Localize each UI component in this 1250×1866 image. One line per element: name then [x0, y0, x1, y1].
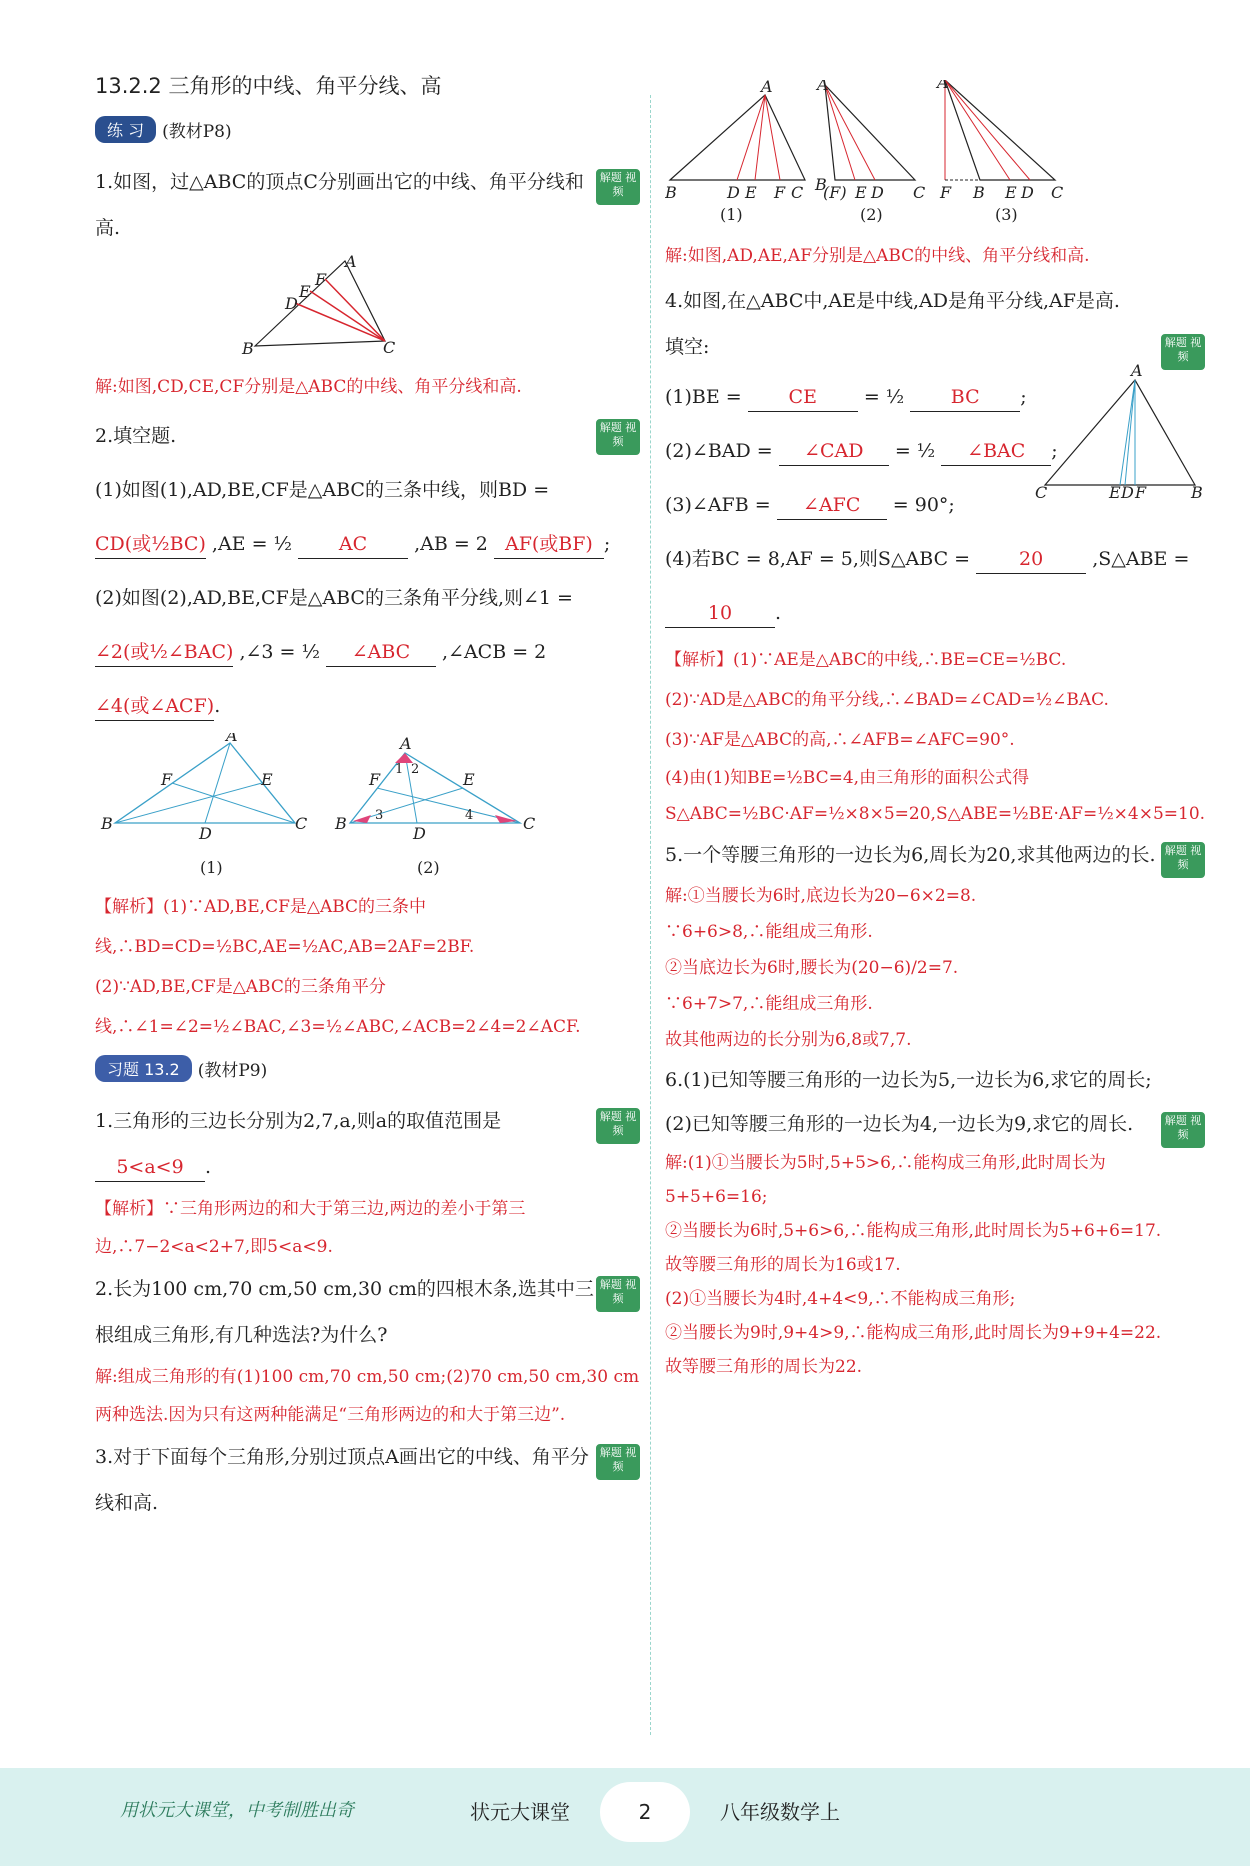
left-column: [95, 70, 640, 1526]
video-button[interactable]: 解题 视频: [596, 1444, 640, 1480]
e6-answer-2: ②当腰长为6时,5+6>6,∴能构成三角形,此时周长为5+6+6=17.: [665, 1221, 1162, 1241]
blank[interactable]: ∠AFC: [777, 491, 887, 520]
q2-analysis-2: (2)∵AD,BE,CF是△ABC的三条角平分线,∴∠1=∠2=½∠BAC,∠3=½∠ABC,∠ACB=2∠4=2∠ACF.: [95, 977, 581, 1037]
e4-part1: (1)BE = CE = ½ BC ;: [665, 370, 1205, 424]
question-2: 解题 视频 2.填空题.: [95, 409, 640, 463]
svg-text:3: 3: [375, 808, 384, 823]
e4-analysis-1: 【解析】(1)∵AE是△ABC的中线,∴BE=CE=½BC.: [665, 650, 1067, 670]
e5-answer-1: 解:①当腰长为6时,底边长为20−6×2=8.: [665, 886, 977, 906]
svg-text:D: D: [413, 824, 426, 843]
q1-answer: 解:如图,CD,CE,CF分别是△ABC的中线、角平分线和高.: [95, 377, 522, 397]
exercise-6: 6.(1)已知等腰三角形的一边长为5,一边长为6,求它的周长; 解题 视频 (2)已知等腰三角形的一边长为4,一边长为9,求它的周长.: [665, 1058, 1205, 1146]
svg-text:(1): (1): [720, 205, 743, 224]
exercise-header: [95, 1055, 640, 1082]
svg-text:C: C: [295, 814, 308, 833]
svg-text:F: F: [1135, 483, 1147, 500]
e6-answer-1: 解:(1)①当腰长为5时,5+5>6,∴能构成三角形,此时周长为5+5+6=16;: [665, 1153, 1106, 1207]
figure-q2: [95, 733, 640, 883]
page-number: 2: [600, 1782, 690, 1842]
svg-text:C: C: [913, 183, 926, 202]
blank[interactable]: CE: [748, 383, 858, 412]
svg-text:B: B: [815, 175, 827, 194]
svg-text:D: D: [199, 824, 212, 843]
blank[interactable]: 10: [665, 599, 775, 628]
blank[interactable]: ∠CAD: [779, 437, 889, 466]
e5-answer-5: 故其他两边的长分别为6,8或7,7.: [665, 1030, 912, 1050]
exercise-5: 解题 视频 5.一个等腰三角形的一边长为6,周长为20,求其他两边的长.: [665, 832, 1205, 878]
svg-text:A: A: [345, 252, 357, 271]
svg-text:F: F: [940, 183, 952, 202]
exercise-badge: 习题 13.2: [95, 1055, 192, 1082]
svg-text:F: F: [161, 770, 173, 789]
video-button[interactable]: 解题 视频: [596, 1108, 640, 1144]
svg-text:4: 4: [465, 808, 474, 823]
exercise-3: 解题 视频 3.对于下面每个三角形,分别过顶点A画出它的中线、角平分线和高.: [95, 1434, 640, 1526]
svg-text:E: E: [299, 282, 311, 301]
exercise-1-analysis: 【解析】∵三角形两边的和大于第三边,两边的差小于第三边,∴7−2<a<2+7,即5<a<9.: [95, 1199, 526, 1257]
svg-text:E: E: [463, 770, 475, 789]
figure-e4: [1025, 360, 1205, 500]
e6-answer-5: ②当腰长为9时,9+4>9,∴能构成三角形,此时周长为9+9+4=22.: [665, 1323, 1162, 1343]
svg-text:E: E: [855, 183, 867, 202]
footer-grade: 八年级数学上: [720, 1800, 840, 1824]
exercise-2: 解题 视频 2.长为100 cm,70 cm,50 cm,30 cm的四根木条,选其中三根组成三角形,有几种选法?为什么?: [95, 1266, 640, 1358]
svg-text:B: B: [665, 183, 677, 202]
blank[interactable]: ∠2(或½∠BAC): [95, 638, 233, 667]
blank[interactable]: AC: [298, 530, 408, 559]
e4-part2: (2)∠BAD = ∠CAD = ½ ∠BAC ;: [665, 424, 1205, 478]
video-button[interactable]: 解题 视频: [1161, 1112, 1205, 1148]
svg-text:1: 1: [395, 762, 404, 777]
svg-text:D: D: [727, 183, 740, 202]
svg-text:C: C: [1051, 183, 1064, 202]
e5-answer-2: ∵6+6>8,∴能组成三角形.: [665, 922, 873, 942]
svg-text:B: B: [101, 814, 113, 833]
column-divider: [650, 95, 651, 1735]
figure-q1: [95, 251, 640, 361]
svg-text:A: A: [937, 80, 949, 92]
svg-text:B: B: [242, 339, 254, 358]
e6-answer-6: 故等腰三角形的周长为22.: [665, 1357, 863, 1377]
video-button[interactable]: 解题 视频: [1161, 842, 1205, 878]
svg-text:A: A: [1131, 361, 1143, 380]
q2-analysis-1: 【解析】(1)∵AD,BE,CF是△ABC的三条中线,∴BD=CD=½BC,AE=½AC,AB=2AF=2BF.: [95, 897, 475, 957]
q2-part2: (2)如图(2),AD,BE,CF是△ABC的三条角平分线,则∠1 = ∠2(或½∠BAC) ,∠3 = ½ ∠ABC ,∠ACB = 2 ∠4(或∠ACF).: [95, 571, 640, 733]
blank[interactable]: 20: [976, 545, 1086, 574]
svg-text:C: C: [383, 338, 396, 357]
svg-text:D: D: [871, 183, 884, 202]
blank[interactable]: 5<a<9: [95, 1153, 205, 1182]
figure-e3: [665, 80, 1205, 230]
svg-text:D: D: [285, 294, 298, 313]
svg-text:F: F: [315, 270, 327, 289]
svg-text:E: E: [261, 770, 273, 789]
svg-text:C: C: [791, 183, 804, 202]
video-button[interactable]: 解题 视频: [1161, 334, 1205, 370]
practice-badge: 练 习: [95, 116, 156, 143]
exercise-2-answer: 解:组成三角形的有(1)100 cm,70 cm,50 cm;(2)70 cm,50 cm,30 cm两种选法.因为只有这两种能满足“三角形两边的和大于第三边”.: [95, 1367, 640, 1425]
svg-text:D: D: [1021, 183, 1034, 202]
svg-text:A: A: [817, 80, 829, 94]
svg-text:A: A: [226, 733, 238, 745]
video-button[interactable]: 解题 视频: [596, 419, 640, 455]
footer: [0, 1768, 1250, 1866]
video-button[interactable]: 解题 视频: [596, 169, 640, 205]
practice-header: [95, 116, 640, 143]
question-1: 解题 视频 1.如图，过△ABC的顶点C分别画出它的中线、角平分线和高.: [95, 159, 640, 251]
footer-brand: 状元大课堂: [470, 1800, 570, 1824]
e5-answer-4: ∵6+7>7,∴能组成三角形.: [665, 994, 873, 1014]
svg-text:C: C: [523, 814, 536, 833]
e4-analysis-2: (2)∵AD是△ABC的角平分线,∴∠BAD=∠CAD=½∠BAC.: [665, 690, 1109, 710]
svg-text:E: E: [745, 183, 757, 202]
e4-analysis-4: (4)由(1)知BE=½BC=4,由三角形的面积公式得S△ABC=½BC·AF=½×8×5=20,S△ABE=½BE·AF=½×4×5=10.: [665, 768, 1206, 824]
svg-text:B: B: [1191, 483, 1203, 500]
exercise-3-answer: 解:如图,AD,AE,AF分别是△ABC的中线、角平分线和高.: [665, 246, 1090, 266]
blank[interactable]: ∠4(或∠ACF): [95, 692, 214, 721]
exercise-ref: (教材P9): [197, 1061, 268, 1081]
practice-ref: (教材P8): [162, 122, 232, 142]
e4-part4: (4)若BC = 8,AF = 5,则S△ABC = 20 ,S△ABE = 10 .: [665, 532, 1205, 640]
blank[interactable]: AF(或BF): [494, 530, 604, 559]
footer-slogan: 用状元大课堂，中考制胜出奇: [120, 1800, 354, 1821]
e6-answer-4: (2)①当腰长为4时,4+4<9,∴不能构成三角形;: [665, 1289, 1016, 1309]
e6-answer-3: 故等腰三角形的周长为16或17.: [665, 1255, 901, 1275]
video-button[interactable]: 解题 视频: [596, 1276, 640, 1312]
svg-text:B: B: [335, 814, 347, 833]
svg-text:E: E: [1005, 183, 1017, 202]
blank[interactable]: BC: [910, 383, 1020, 412]
exercise-4: 4.如图,在△ABC中,AE是中线,AD是角平分线,AF是高. 解题 视频 填空:: [665, 278, 1205, 370]
right-column: [665, 80, 1205, 1384]
svg-text:D: D: [1121, 483, 1134, 500]
svg-text:(3): (3): [995, 205, 1018, 224]
svg-text:A: A: [400, 734, 412, 753]
section-title: 13.2.2 三角形的中线、角平分线、高: [95, 74, 442, 98]
svg-text:F: F: [369, 770, 381, 789]
e4-analysis-3: (3)∵AF是△ABC的高,∴∠AFB=∠AFC=90°.: [665, 730, 1015, 750]
e5-answer-3: ②当底边长为6时,腰长为(20−6)/2=7.: [665, 958, 959, 978]
svg-text:F: F: [774, 183, 786, 202]
svg-text:C: C: [1035, 483, 1048, 500]
exercise-1: 解题 视频 1.三角形的三边长分别为2,7,a,则a的取值范围是 5<a<9 .: [95, 1098, 640, 1190]
svg-text:(2): (2): [860, 205, 883, 224]
svg-text:E: E: [1109, 483, 1121, 500]
e4-part3: (3)∠AFB = ∠AFC = 90°;: [665, 478, 1205, 532]
svg-text:A: A: [761, 80, 773, 96]
svg-text:(F): (F): [823, 183, 847, 202]
blank[interactable]: ∠ABC: [326, 638, 436, 667]
svg-text:2: 2: [411, 762, 420, 777]
blank[interactable]: CD(或½BC): [95, 530, 206, 559]
q2-part1: (1)如图(1),AD,BE,CF是△ABC的三条中线，则BD = CD(或½BC) ,AE = ½ AC ,AB = 2 AF(或BF) ;: [95, 463, 640, 571]
svg-text:B: B: [973, 183, 985, 202]
svg-text:(2): (2): [417, 858, 440, 877]
blank[interactable]: ∠BAC: [941, 437, 1051, 466]
svg-text:(1): (1): [200, 858, 223, 877]
exercise-4-body: [665, 361, 1205, 640]
